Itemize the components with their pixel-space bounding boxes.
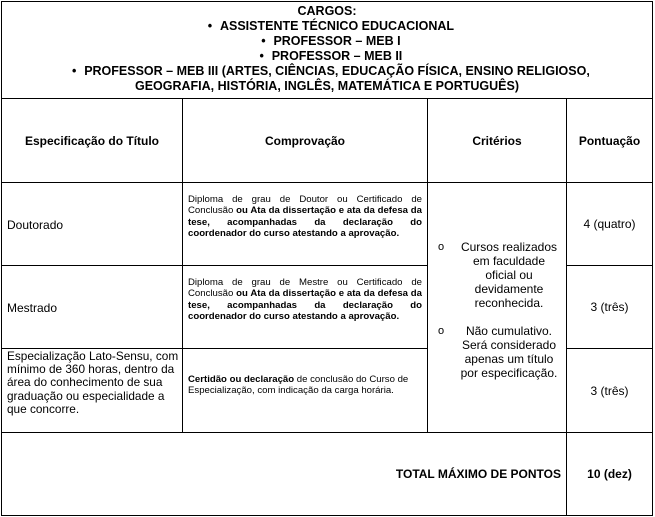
col-header-especificacao: Especificação do Título [24,133,160,148]
col-header-criterios: Critérios [472,133,522,148]
cargo-item: • PROFESSOR – MEB I [2,34,652,49]
cargo-item: • PROFESSOR – MEB III (ARTES, CIÊNCIAS, EDUCAÇÃO FÍSICA, ENSINO RELIGIOSO, [2,64,652,79]
cargo-item: • PROFESSOR – MEB II [2,49,652,64]
col-header-comprovacao: Comprovação [264,133,346,148]
cargos-header [2,2,652,97]
row-especializacao-title: Especialização Lato-Sensu, com mínimo de 360 horas, dentro da área do conhecimento de sua graduação ou especialidade a que concorre. [7,349,179,416]
total-label: TOTAL MÁXIMO DE PONTOS [395,467,561,481]
border-bottom [1,515,653,516]
criterio-item: o Não cumulativo. Será considerado apenas um título por especificação. [434,324,562,380]
total-value: 10 (dez) [587,467,632,481]
row-doutorado-title: Doutorado [7,218,64,232]
cargo-item-continued: GEOGRAFIA, HISTÓRIA, INGLÊS, MATEMÁTICA E PORTUGUÊS) [134,79,520,93]
criterios-cell [434,240,562,380]
row-doutorado-comprovacao: Diploma de grau de Doutor ou Certificado de Conclusão ou Ata da dissertação e ata da defesa da tese, acompanhadas da declaração do coordenador do curso atestando a aprovação. [188,194,422,239]
row-especializacao-comprovacao: Certidão ou declaração de conclusão do Curso de Especialização, com indicação da carga horária. [188,374,409,397]
criterio-item: o Cursos realizados em faculdade oficial ou devidamente reconhecida. [434,240,562,310]
row-mestrado-title: Mestrado [7,301,58,315]
cargo-item: • ASSISTENTE TÉCNICO EDUCACIONAL [2,19,652,34]
border-right [652,1,653,516]
row-mestrado-pontuacao: 3 (três) [590,300,629,314]
divider-row1-left [1,265,427,266]
row-especializacao-pontuacao: 3 (três) [590,383,629,398]
row-doutorado-pontuacao: 4 (quatro) [583,217,636,231]
col-header-pontuacao: Pontuação [578,133,641,148]
divider-row3 [1,432,653,433]
cargos-title: CARGOS: [297,4,357,18]
divider-colhead [1,182,653,183]
row-mestrado-comprovacao: Diploma de grau de Mestre ou Certificado de Conclusão ou Ata da dissertação e ata da defesa da tese, acompanhadas da declaração do coordenador do curso atestando a aprovação. [188,277,422,322]
